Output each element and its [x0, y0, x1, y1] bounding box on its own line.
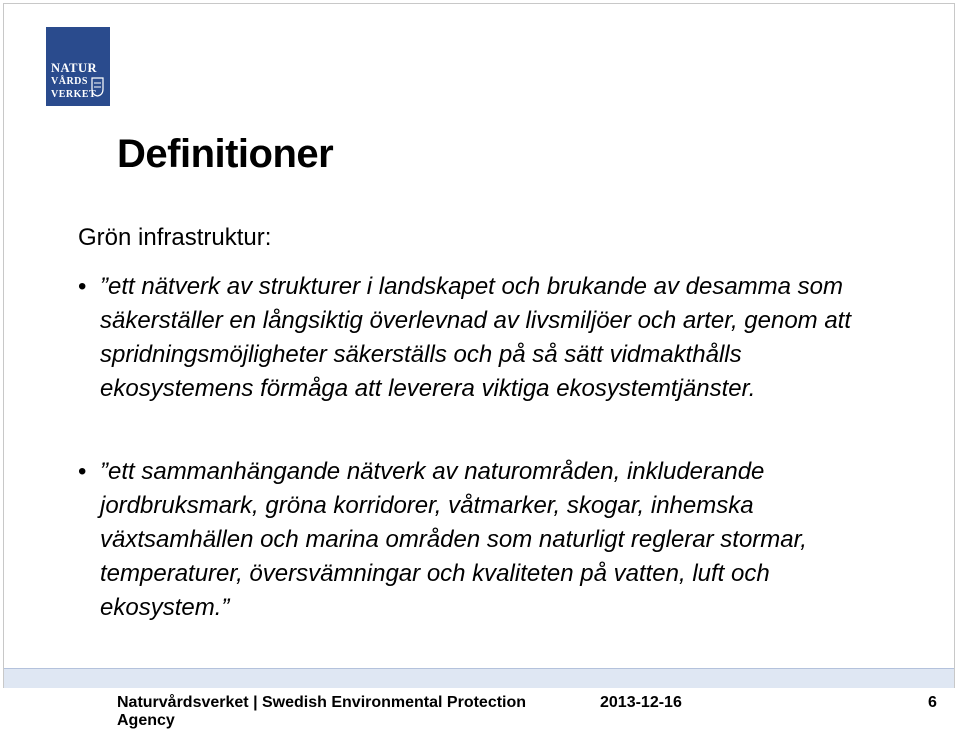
bullet-icon: • — [78, 458, 87, 485]
bullet-icon: • — [78, 273, 87, 300]
logo-line-3: VERKET — [51, 89, 97, 100]
logo-line-2: VÅRDS — [51, 76, 88, 87]
footer-organization: Naturvårdsverket | Swedish Environmental Protection Agency — [117, 694, 527, 729]
bullet-text: ”ett nätverk av strukturer i landskapet och brukande av desamma som säkerställer en långsiktig överlevnad av livsmiljöer och arter, genom att spridningsmöjligheter säkerställs och på så sätt vidmakthålls ekosystemens förmåga att leverera viktiga ekosystemtjänster. — [100, 273, 852, 402]
bullet-text: ”ett sammanhängande nätverk av naturområden, inkluderande jordbruksmark, gröna korridorer, våtmarker, skogar, inhemska växtsamhällen och marina områden som naturligt reglerar stormar, temperaturer, översvämningar och kvaliteten på vatten, luft och ekosystem.” — [100, 458, 807, 621]
footer-date: 2013-12-16 — [600, 694, 682, 711]
page-number: 6 — [928, 694, 937, 711]
logo-line-1: NATUR — [51, 61, 98, 75]
footer-bar — [4, 668, 954, 688]
crest-icon — [91, 77, 104, 97]
slide-subtitle: Grön infrastruktur: — [78, 224, 272, 251]
slide-title: Definitioner — [117, 132, 334, 176]
naturvardsverket-logo — [46, 27, 110, 106]
